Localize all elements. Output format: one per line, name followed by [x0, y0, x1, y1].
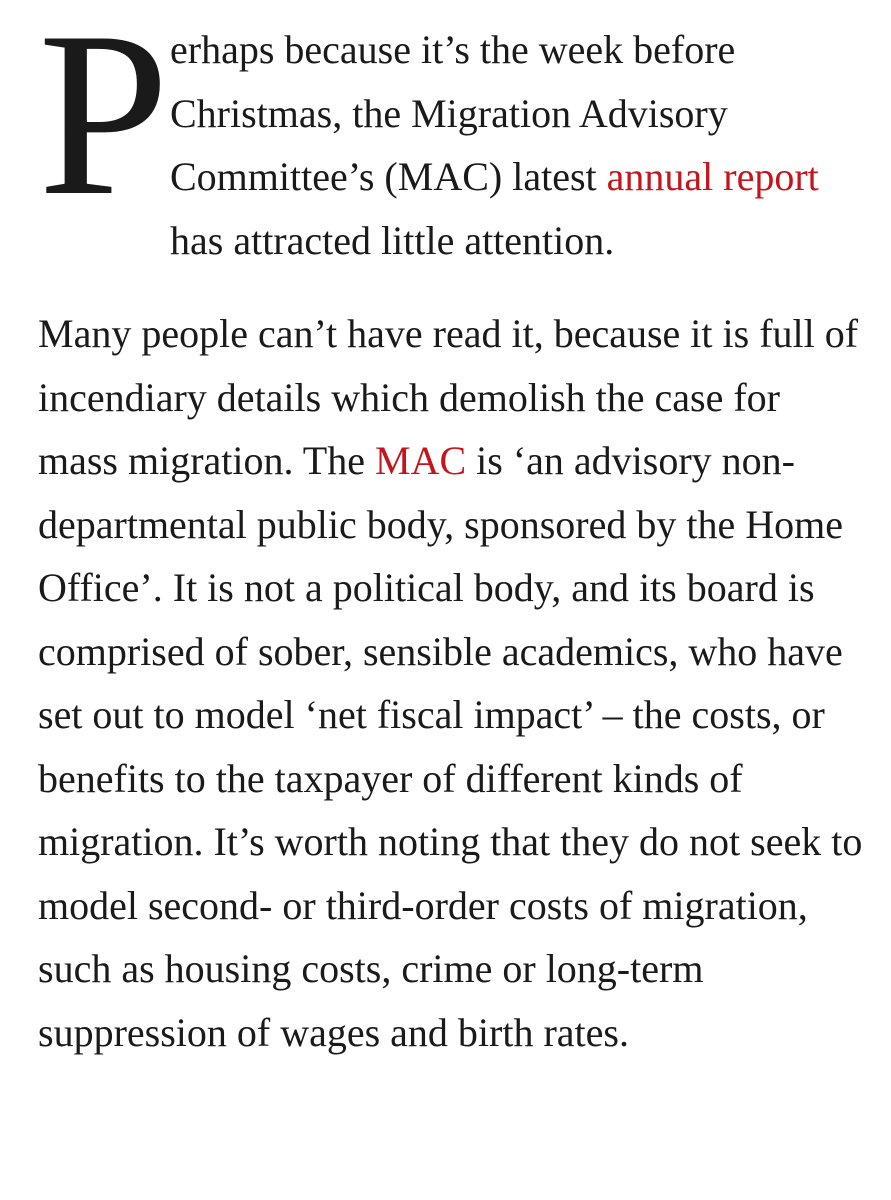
paragraph-body-text-end: is ‘an advisory non-departmental public body, sponsored by the Home Office’. It is not a political body, and its board is comprised of sober, sensible academics, who have set out to model ‘net fiscal impact’ – the costs, or benefits to the taxpayer of different kinds of migration. It’s worth noting that they do not seek to model second- or third-order costs of migration, such as housing costs, crime or long-term suppression of wages and birth rates. [38, 438, 863, 1055]
paragraph-body-text-start: Many people can’t have read it, because it is full of incendiary details which demolish the case for mass migration. The [38, 311, 859, 483]
paragraph-intro-text-start: erhaps because it’s the week before Christmas, the Migration Advisory Committee’s (MAC) latest [170, 27, 736, 199]
paragraph-body [38, 302, 868, 1064]
mac-link[interactable]: MAC [375, 438, 467, 483]
drop-cap: P [38, 0, 170, 245]
article-body [38, 0, 868, 1064]
paragraph-intro [38, 0, 868, 272]
paragraph-intro-text-end: has attracted little attention. [170, 217, 615, 263]
annual-report-link[interactable]: annual report [606, 154, 819, 199]
